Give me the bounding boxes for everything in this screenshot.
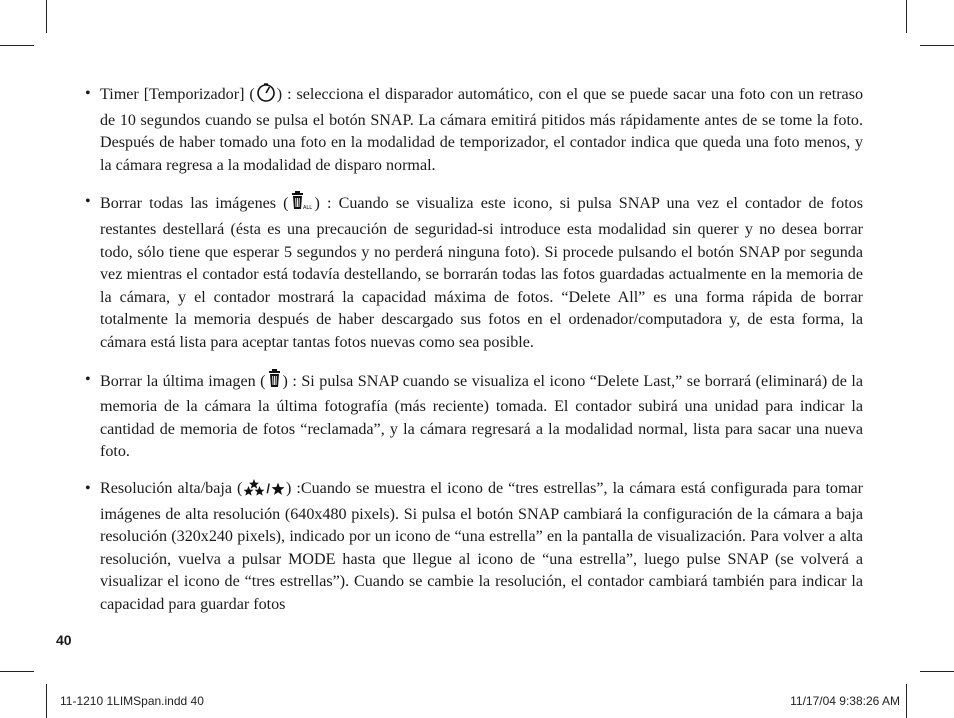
item-text-pre: Borrar todas las imágenes (	[100, 195, 289, 213]
timer-icon	[256, 83, 276, 110]
item-text-pre: Resolución alta/baja (	[100, 479, 243, 497]
bullet: •	[85, 370, 91, 388]
crop-mark	[0, 671, 34, 672]
crop-mark	[920, 45, 954, 46]
list-item-delete-all	[85, 191, 863, 354]
slug-left: 11-1210 1LIMSpan.indd 40	[60, 694, 204, 708]
three-stars-icon	[243, 478, 265, 504]
item-text-post: ) :Cuando se muestra el icono de “tres estrellas”, la cámara está configurada para tomar imágenes de alta resolución (640x480 pixels). Si pulsa el botón SNAP cambiará la configuración de la cámara a baja resolución (320x240 pixels), indicado por un icono de “una estrella” en la pantalla de visualización. Para volver a alta resolución, vuelva a pulsar MODE hasta que llegue al icono de “una estrella”, luego pulse SNAP (se volverá a visualizar el icono de “tres estrellas”). Cuando se cambie la resolución, el contador cambiará también para indicar la capacidad para guardar fotos	[100, 479, 863, 613]
item-text-post: ) : Cuando se visualiza este icono, si pulsa SNAP una vez el contador de fotos restantes destellará (ésta es una precaución de seguridad-si introduce esta modalidad sin querer y no desea borrar todo, sólo tiene que esperar 5 segundos y no perderá ninguna foto). Si procede pulsando el botón SNAP por segunda vez mientras el contador está todavía destellando, se borrarán todas las fotos guardadas actualmente en la memoria de la cámara, y el contador mostrará la capacidad máxima de fotos. “Delete All” es una forma rápida de borrar totalmente la memoria después de haber descargado sus fotos en el ordenador/computadora y, de esta forma, la cámara está lista para aceptar tantas fotos nuevas como sea posible.	[100, 195, 863, 351]
icon-separator: /	[266, 480, 271, 496]
crop-mark	[906, 0, 907, 33]
bullet: •	[85, 479, 91, 497]
bullet: •	[85, 85, 91, 102]
list-item-timer	[85, 83, 863, 177]
slug-right: 11/17/04 9:38:26 AM	[790, 694, 900, 708]
crop-mark	[920, 671, 954, 672]
crop-mark	[46, 684, 47, 718]
bullet: •	[85, 193, 91, 211]
svg-text:ALL: ALL	[302, 205, 312, 212]
page-body	[85, 83, 863, 630]
list-item-resolution	[85, 478, 863, 617]
one-star-icon	[271, 481, 285, 504]
item-text-pre: Borrar la última imagen (	[100, 372, 266, 390]
delete-last-icon	[267, 369, 282, 397]
item-text-post: ) : selecciona el disparador automático, con el que se puede sacar una foto con un retraso de 10 segundos cuando se pulsa el botón SNAP. La cámara emitirá pitidos más rápidamente antes de se tome la foto. Después de haber tomado una foto en la modalidad de temporizador, el contador indica que queda una foto menos, y la cámara regresa a la modalidad de disparo normal.	[100, 86, 864, 174]
crop-mark	[46, 0, 47, 33]
crop-mark	[906, 684, 907, 718]
crop-mark	[0, 45, 34, 46]
item-text-pre: Timer [Temporizador] (	[100, 86, 255, 103]
delete-all-icon	[290, 191, 314, 219]
page-number: 40	[56, 632, 72, 648]
item-text-post: ) : Si pulsa SNAP cuando se visualiza el icono “Delete Last,” se borrará (eliminará) de la memoria de la cámara la última fotografía (más reciente) tomada. El contador subirá una unidad para indicar la cantidad de memoria de fotos “reclamada”, y la cámara regresará a la modalidad normal, lista para sacar una nueva foto.	[100, 372, 863, 461]
list-item-delete-last	[85, 369, 863, 464]
